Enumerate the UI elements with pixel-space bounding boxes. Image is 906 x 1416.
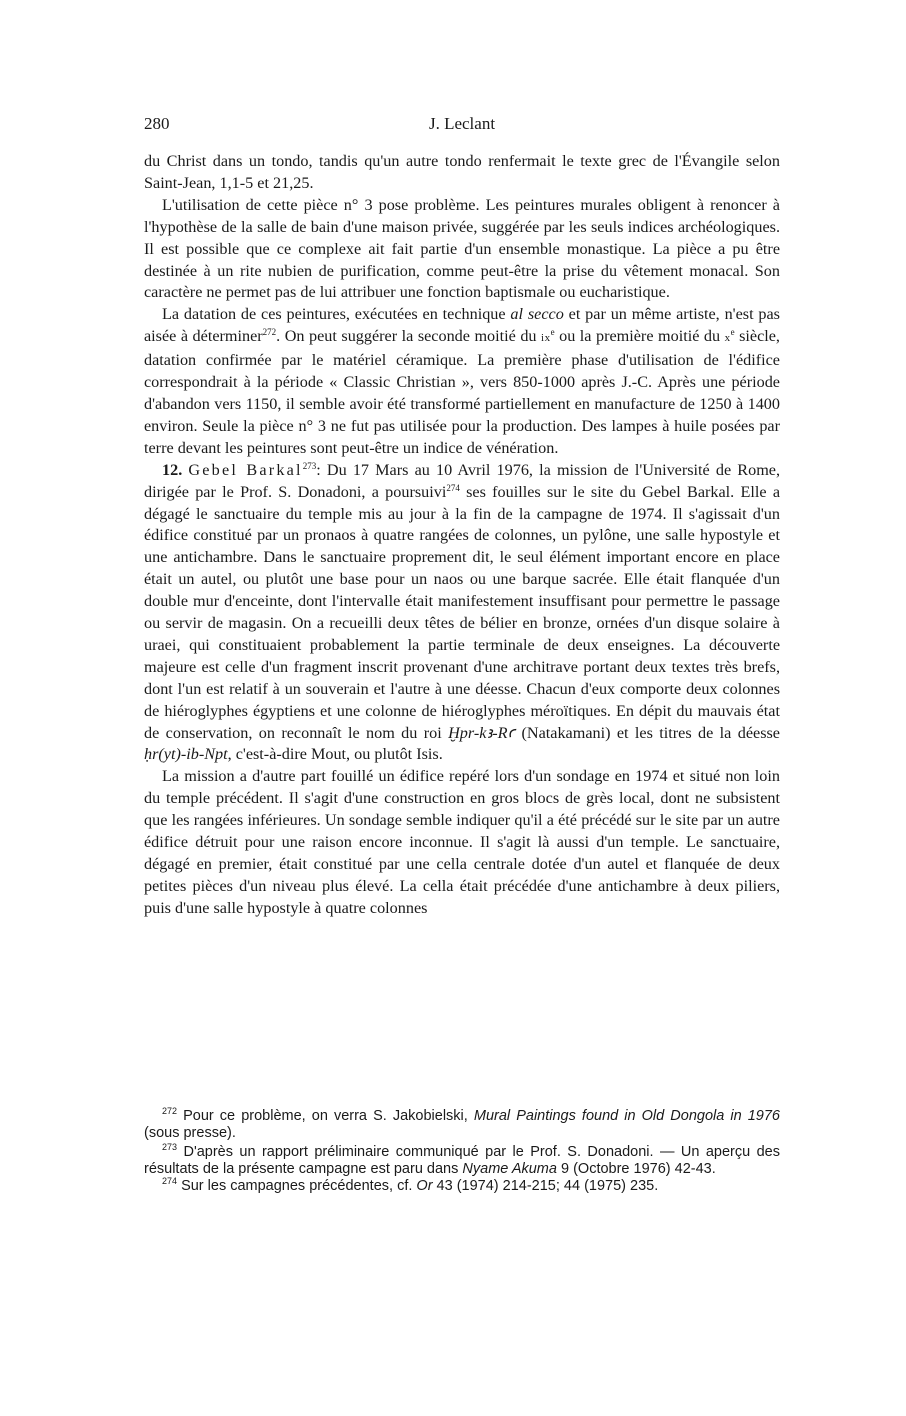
- site-name: Gebel Barkal: [188, 460, 303, 479]
- century-numeral: ix: [541, 332, 551, 345]
- text-run: Sur les campagnes précédentes, cf.: [181, 1177, 417, 1194]
- divine-title: ḥr(yt)-ib-Npt: [144, 745, 228, 764]
- text-run: (Natakamani) et les titres de la déesse: [515, 723, 780, 742]
- text-run: . On peut suggérer la seconde moitié du: [276, 327, 542, 346]
- footnote-number: 274: [162, 1175, 178, 1186]
- page-number: 280: [144, 114, 170, 133]
- footnotes: [144, 1108, 780, 1195]
- text-run: , c'est-à-dire Mout, ou plutôt Isis.: [227, 745, 443, 764]
- footnote-ref: 272: [262, 327, 277, 338]
- text-run: et par un même artiste, n'est pas aisée à déterminer: [144, 305, 780, 346]
- footnote-ref: 274: [446, 482, 460, 493]
- journal-abbrev: Or: [416, 1177, 433, 1194]
- century-numeral: x: [724, 332, 731, 345]
- footnote-ref: 273: [302, 460, 317, 471]
- footnote: [144, 1175, 780, 1195]
- work-title: Mural Paintings found in Old Dongola in 1976: [473, 1108, 780, 1124]
- superscript: e: [550, 327, 555, 338]
- text-run: ses fouilles sur le site du Gebel Barkal. Elle a dégagé le sanctuaire du temple mis au jour à la fin de la campagne de 1974. Il s'agissait d'un édifice constitué par un pronaos à quatre rangées de colonnes, un pylône, une salle hypostyle et une antichambre. Dans le sanctuaire proprement dit, le seul élément important encore en place était un autel, ou plutôt une base pour un naos ou une barque sacrée. Elle était flanquée d'un double mur d'enceinte, dont l'intervalle était manifestement insuffisant pour permettre le passage ou servir de magasin. On a recueilli deux têtes de bélier en bronze, ornées d'un disque solaire à uraei, qui constituaient probablement la partie terminale de deux enseignes. La découverte majeure est celle d'un fragment inscrit provenant d'une architrave portant deux textes très brefs, dont l'un est relatif à un souverain et l'autre à une déesse. Chacun d'eux comporte deux colonnes de hiéroglyphes égyptiens et une colonne de hiéroglyphes méroïtiques. En dépit du mauvais état de conservation, on reconnaît le nom du roi: [144, 482, 780, 742]
- footnote: [144, 1144, 780, 1177]
- paragraph: [144, 304, 780, 459]
- text-run: (sous presse).: [144, 1124, 236, 1141]
- text-run: 9 (Octobre 1976) 42-43.: [556, 1161, 716, 1178]
- section-number: 12.: [162, 460, 183, 479]
- footnote-number: 272: [162, 1106, 178, 1116]
- royal-name: Ḫpr-kꜣ-Rꜥ: [448, 723, 516, 742]
- text-run: siècle, datation confirmée par le matériel céramique. La première phase d'utilisation de l'édifice correspondrait à la période « Classic Christian », vers 850-1000 après J.-C. Après une période d'abandon vers 1150, il semble avoir été transformé partiellement en manufacture de 1250 à 1400 environ. Seule la pièce n° 3 ne fut pas utilisée pour la production. Des lampes à huile posées par terre devant les peintures sont peut-être un indice de vénération.: [144, 327, 780, 457]
- italic-term: al secco: [510, 305, 564, 324]
- paragraph: [144, 460, 780, 767]
- text-run: : Du 17 Mars au 10 Avril 1976, la mission de l'Université de Rome, dirigée par le Prof. S. Donadoni, a poursuivi: [144, 460, 781, 501]
- text-run: 43 (1974) 214-215; 44 (1975) 235.: [432, 1177, 659, 1194]
- superscript: e: [730, 327, 735, 338]
- text-run: ou la première moitié du: [554, 327, 725, 346]
- page-header: [144, 114, 780, 138]
- paragraph: L'utilisation de cette pièce n° 3 pose problème. Les peintures murales obligent à renoncer à l'hypothèse de la salle de bain d'une maison privée, suggérée par les seuls indices archéologiques. Il est possible que ce complexe ait fait partie d'un ensemble monastique. La pièce a pu être destinée à un rite nubien de purification, comme peut-être la prise du vêtement monacal. Son caractère ne permet pas de lui attribuer une fonction baptismale ou eucharistique.: [144, 195, 780, 302]
- paragraph: du Christ dans un tondo, tandis qu'un autre tondo renfermait le texte grec de l'Évangile selon Saint-Jean, 1,1-5 et 21,25.: [144, 152, 780, 192]
- text-run: La datation de ces peintures, exécutées en technique: [162, 305, 511, 324]
- work-title: Nyame Akuma: [462, 1161, 557, 1178]
- text-run: Pour ce problème, on verra S. Jakobielski,: [183, 1108, 474, 1124]
- text-run: D'après un rapport préliminaire communiqué par le Prof. S. Donadoni. — Un aperçu des résultats de la présente campagne est paru dans: [144, 1144, 780, 1178]
- paragraph: La mission a d'autre part fouillé un édifice repéré lors d'un sondage en 1974 et situé non loin du temple précédent. Il s'agit d'une construction en gros blocs de grès local, dont ne subsistent que les rangées inférieures. Un sondage semble indiquer qu'il a été précédé sur le site par un autre édifice détruit pour une raison encore inconnue. Il s'agit là aussi d'un temple. Le sanctuaire, dégagé en premier, était constitué par une cella centrale dotée d'un autel et flanquée de deux petites pièces d'un niveau plus élevé. La cella était précédée d'une antichambre à deux piliers, puis d'une salle hypostyle à quatre colonnes: [144, 767, 780, 917]
- main-text: [144, 151, 780, 920]
- footnote-number: 273: [162, 1142, 178, 1153]
- footnote: [144, 1108, 780, 1141]
- running-title: J. Leclant: [428, 114, 496, 133]
